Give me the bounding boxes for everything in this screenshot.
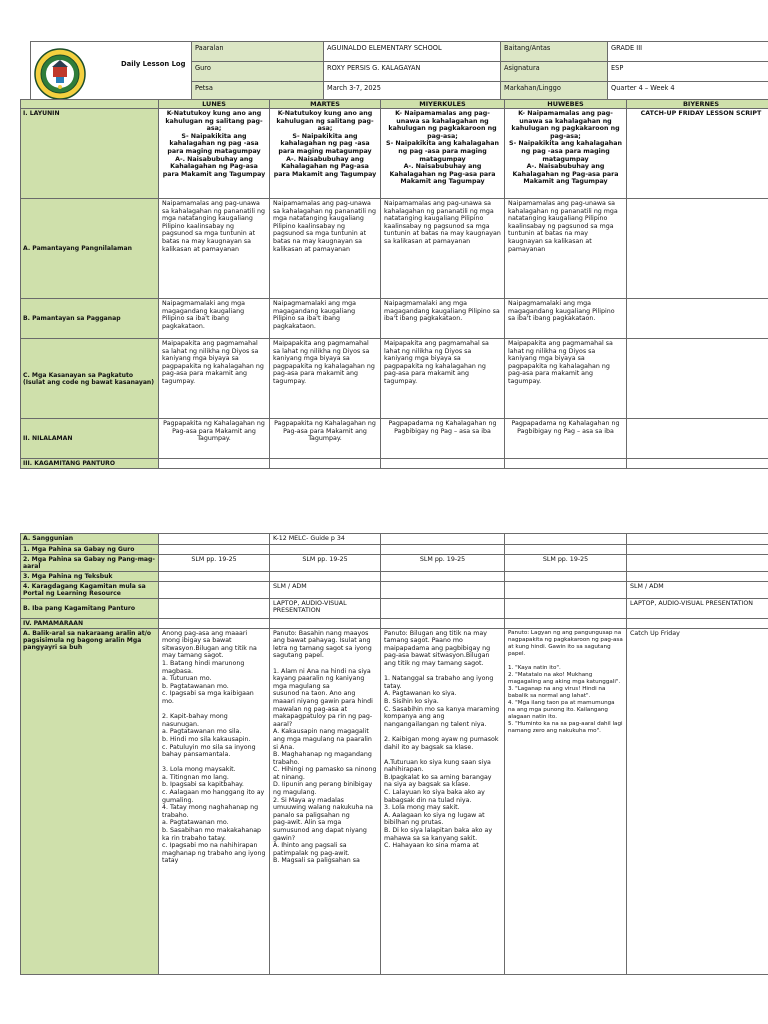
- sanggunian-cell: K-12 MELC- Guide p 34: [270, 534, 381, 545]
- gabay-mag-aaral-cell: SLM pp. 19-25: [381, 554, 505, 571]
- day-header: BIYERNES: [627, 100, 768, 109]
- empty-cell: [627, 618, 768, 628]
- guro-value: ROXY PERSIS G. KALAGAYAN: [324, 62, 501, 82]
- pagganap-cell: Naipagmamalaki ang mga magagandang kaugaliang Pilipino sa iba't ibang pagkakataon.: [505, 299, 627, 339]
- sanggunian-cell: [505, 534, 627, 545]
- iba-cell: LAPTOP, AUDIO-VISUAL PRESENTATION: [270, 598, 381, 618]
- empty-cell: [627, 459, 768, 469]
- markahan-value: Quarter 4 – Week 4: [608, 82, 768, 102]
- teksbuk-label: 3. Mga Pahina ng Teksbuk: [21, 571, 159, 581]
- pagganap-label: B. Pamantayan sa Pagganap: [21, 299, 159, 339]
- days-header-row: [21, 100, 768, 109]
- sanggunian-cell: [381, 534, 505, 545]
- pagganap-cell: Naipagmamalaki ang mga magagandang kaugaliang Pilipino sa iba't ibang pagkakataon.: [159, 299, 270, 339]
- karagdagan-cell: [159, 581, 270, 598]
- petsa-value: March 3-7, 2025: [324, 82, 501, 102]
- sanggunian-row: [21, 534, 768, 545]
- iba-label: B. Iba pang Kagamitang Panturo: [21, 598, 159, 618]
- baitang-label: Baitang/Antas: [501, 42, 608, 62]
- empty-cell: [159, 459, 270, 469]
- empty-cell: [505, 618, 627, 628]
- guro-label: Guro: [192, 62, 324, 82]
- gabay-guro-row: [21, 544, 768, 554]
- header-table: [30, 41, 768, 102]
- teksbuk-cell: [381, 571, 505, 581]
- balik-aral-cell: Panuto: Basahin nang maayos ang bawat pahayag. Isulat ang letra ng tamang sagot sa iyong sagutang papel. 1. Alam ni Ana na hindi na siya kayang paaralin ng kaniyang mga magulang sa susunod na taon. Ano ang maaari niyang gawin para hindi mawalan ng pag-asa at makapagpatuloy pa rin ng pag-aaral? A. Kakausapin nang magagalit ang mga magulang na paaralin si Ana. B. Maghahanap ng magandang trabaho. C. Hihingi ng pamasko sa ninong at ninang. D. Iipunin ang perang binibigay ng magulang. 2. Si Maya ay madalas umuuwing walang nakukuha na panalo sa paligsahan ng pag-awit. Alin sa mga sumusunod ang dapat niyang gawin? A. Ihinto ang pagsali sa patimpalak ng pag-awit. B. Magsali sa paligsahan sa: [270, 628, 381, 974]
- karagdagan-label: 4. Karagdagang Kagamitan mula sa Portal ng Learning Resource: [21, 581, 159, 598]
- nilalaman-cell: Pagpapadama ng Kahalagahan ng Pagbibigay ng Pag – asa sa iba: [505, 419, 627, 459]
- empty-cell: [159, 618, 270, 628]
- pamantayang-cell: Naipamamalas ang pag-unawa sa kahalagahan ng pananatili ng mga natatanging kaugaliang Pilipino kaalinsabay ng pagsunod sa mga tuntunin at batas na may kaugnayan sa kalikasan at pamayanan: [270, 199, 381, 299]
- kagamitan-label: III. KAGAMITANG PANTURO: [21, 459, 159, 469]
- balik-aral-cell: Panuto: Bilugan ang titik na may tamang sagot. Paano mo maipapadama ang pagbibigay ng pag-asa bawat sitwasyon.Bilugan ang titik ng may tamang sagot. 1. Natanggal sa trabaho ang iyong tatay. A. Pagtawanan ko siya. B. Sisihin ko siya. C. Sasabihin mo sa kanya maraming kompanya ang ang nangangailangan ng talent niya. 2. Kaibigan mong ayaw ng pumasok dahil ito ay bagsak sa klase. A.Tuturuan ko siya kung saan siya nahihirapan. B.Ipagkalat ko sa aming barangay na siya ay bagsak sa klase. C. Lalayuan ko siya baka ako ay babagsak din na tulad niya. 3. Lola mong may sakit. A. Aalagaan ko siya ng lugaw at bibilhan ng prutas. B. Di ko siya lalapitan baka ako ay mahawa sa sa kanyang sakit. C. Hahayaan ko sina mama at: [381, 628, 505, 974]
- asignatura-label: Asignatura: [501, 62, 608, 82]
- sanggunian-cell: [159, 534, 270, 545]
- school-seal-icon: [34, 48, 86, 100]
- pagganap-row: [21, 299, 768, 339]
- day-header: LUNES: [159, 100, 270, 109]
- gabay-guro-cell: [505, 544, 627, 554]
- gabay-mag-aaral-cell: SLM pp. 19-25: [159, 554, 270, 571]
- karagdagan-cell: SLM / ADM: [270, 581, 381, 598]
- asignatura-value: ESP: [608, 62, 768, 82]
- day-header: MARTES: [270, 100, 381, 109]
- corner-cell: [21, 100, 159, 109]
- balik-aral-label: A. Balik-aral sa nakaraang aralin at/o pagsisimula ng bagong aralin Mga pangyayri sa buh: [21, 628, 159, 974]
- karagdagan-row: [21, 581, 768, 598]
- balik-aral-cell: Anong pag-asa ang maaari mong ibigay sa bawat sitwasyon.Bilugan ang titik na may tamang sagot. 1. Batang hindi marunong magbasa. a. Tuturuan mo. b. Pagtatawanan mo. c. Ipagsabi sa mga kaibigaan mo. 2. Kapit-bahay mong nasunugan. a. Pagtatawanan mo sila. b. Hindi mo sila kakausapin. c. Patuluyin mo sila sa inyong bahay pansamantala. 3. Lola mong maysakit. a. Titingnan mo lang. b. Ipagsabi sa kapitbahay. c. Aalagaan mo hanggang ito ay gumaling. 4. Tatay mong naghahanap ng trabaho. a. Pagtatawanan mo. b. Sasabihan mo makakahanap ka rin trabaho tatay. c. Ipagsabi mo na nahihirapan maghanap ng trabaho ang iyong tatay: [159, 628, 270, 974]
- kagamitan-row: [21, 459, 768, 469]
- layunin-cell: K- Naipamamalas ang pag-unawa sa kahalagahan ng kahulugan ng pagkakaroon ng pag-asa; S- Naipakikita ang kahalagahan ng pag -asa para maging matagumpay A-. Naisabubuhay ang Kahalagahan ng Pag-asa para Makamit ang Tagumpay: [381, 109, 505, 199]
- kasanayan-row: [21, 339, 768, 419]
- pagganap-cell: [627, 299, 768, 339]
- iba-cell: [505, 598, 627, 618]
- iba-cell: [159, 598, 270, 618]
- kasanayan-cell: [627, 339, 768, 419]
- kasanayan-cell: Maipapakita ang pagmamahal sa lahat ng nilikha ng Diyos sa kaniyang mga biyaya sa pagpapakita ng kahalagahan ng pag-asa para makamit ang tagumpay.: [505, 339, 627, 419]
- layunin-cell: K- Naipamamalas ang pag-unawa sa kahalagahan ng kahulugan ng pagkakaroon ng pag-asa; S- Naipakikita ang kahalagahan ng pag -asa para maging matagumpay A-. Naisabubuhay ang Kahalagahan ng Pag-asa para Makamit ang Tagumpay: [505, 109, 627, 199]
- empty-cell: [381, 618, 505, 628]
- sanggunian-cell: [627, 534, 768, 545]
- logo-cell: [31, 42, 192, 102]
- pamantayang-label: A. Pamantayang Pangnilalaman: [21, 199, 159, 299]
- sanggunian-label: A. Sanggunian: [21, 534, 159, 545]
- gabay-guro-cell: [381, 544, 505, 554]
- karagdagan-cell: [381, 581, 505, 598]
- gabay-guro-cell: [270, 544, 381, 554]
- teksbuk-cell: [627, 571, 768, 581]
- day-header: MIYERKULES: [381, 100, 505, 109]
- layunin-cell: CATCH-UP FRIDAY LESSON SCRIPT: [627, 109, 768, 199]
- layunin-cell: K-Natutukoy kung ano ang kahulugan ng salitang pag-asa; S- Naipakikita ang kahalagahan ng pag -asa para maging matagumpay A-. Naisabubuhay ang Kahalagahan ng Pag-asa para Makamit ang Tagumpay: [270, 109, 381, 199]
- pagganap-cell: Naipagmamalaki ang mga magagandang kaugaliang Pilipino sa iba't ibang pagkakataon.: [381, 299, 505, 339]
- iba-cell: [381, 598, 505, 618]
- pamantayang-cell: Naipamamalas ang pag-unawa sa kahalagahan ng pananatili ng mga natatanging kaugaliang Pilipino kaalinsabay ng pagsunod sa mga tuntunin at batas na may kaugnayan sa kalikasan at pamayanan: [381, 199, 505, 299]
- pamantayang-cell: Naipamamalas ang pag-unawa sa kahalagahan ng pananatili ng mga natatanging kaugaliang Pilipino kaalinsabay ng pagsunod sa mga tuntunin at batas na may kaugnayan sa kalikasan at pamayanan: [159, 199, 270, 299]
- pamantayang-cell: [627, 199, 768, 299]
- empty-cell: [270, 618, 381, 628]
- empty-cell: [505, 459, 627, 469]
- pamantayang-cell: Naipamamalas ang pag-unawa sa kahalagahan ng pananatili ng mga natatanging kaugaliang Pilipino kaalinsabay ng pagsunod sa mga tuntunin at batas na may kaugnayan sa kalikasan at pamayanan: [505, 199, 627, 299]
- kasanayan-cell: Maipapakita ang pagmamahal sa lahat ng nilikha ng Diyos sa kaniyang mga biyaya sa pagpapakita ng kahalagahan ng pag-asa para makamit ang tagumpay.: [159, 339, 270, 419]
- pamamaraan-label: IV. PAMAMARAAN: [21, 618, 159, 628]
- gabay-guro-label: 1. Mga Pahina sa Gabay ng Guro: [21, 544, 159, 554]
- layunin-row: [21, 109, 768, 199]
- baitang-value: GRADE III: [608, 42, 768, 62]
- gabay-mag-aaral-row: [21, 554, 768, 571]
- gabay-mag-aaral-label: 2. Mga Pahina sa Gabay ng Pang-mag-aaral: [21, 554, 159, 571]
- balik-aral-cell: Panuto: Lagyan ng ang pangungusap na nagpapakita ng pagkakaroon ng pag-asa at kung hindi. Gawin ito sa sagutang papel. 1. "Kaya natin ito". 2. "Matatalo na ako! Mukhang magagaling ang aking mga katunggali". 3. "Laganap na ang virus! Hindi na babalik sa normal ang lahat". 4. "Mga ilang taon pa at mamumunga na ang mga punong ito. Kailangang alagaan natin ito. 5. "Huminto ka na sa pag-aaral dahil lagi namang zero ang nakukuha mo".: [505, 628, 627, 974]
- teksbuk-row: [21, 571, 768, 581]
- empty-cell: [381, 459, 505, 469]
- iba-row: [21, 598, 768, 618]
- pamamaraan-row: [21, 618, 768, 628]
- gabay-guro-cell: [627, 544, 768, 554]
- balik-aral-row: [21, 628, 768, 974]
- kasanayan-cell: Maipapakita ang pagmamahal sa lahat ng nilikha ng Diyos sa kaniyang mga biyaya sa pagpapakita ng kahalagahan ng pag-asa para makamit ang tagumpay.: [381, 339, 505, 419]
- paaralan-value: AGUINALDO ELEMENTARY SCHOOL: [324, 42, 501, 62]
- karagdagan-cell: [505, 581, 627, 598]
- nilalaman-cell: Pagpapakita ng Kahalagahan ng Pag-asa para Makamit ang Tagumpay.: [159, 419, 270, 459]
- teksbuk-cell: [159, 571, 270, 581]
- kasanayan-label: C. Mga Kasanayan sa Pagkatuto (Isulat ang code ng bawat kasanayan): [21, 339, 159, 419]
- nilalaman-row: [21, 419, 768, 459]
- gabay-mag-aaral-cell: SLM pp. 19-25: [505, 554, 627, 571]
- balik-aral-cell: Catch Up Friday: [627, 628, 768, 974]
- day-header: HUWEBES: [505, 100, 627, 109]
- gabay-guro-cell: [159, 544, 270, 554]
- kasanayan-cell: Maipapakita ang pagmamahal sa lahat ng nilikha ng Diyos sa kaniyang mga biyaya sa pagpapakita ng kahalagahan ng pag-asa para makamit ang tagumpay.: [270, 339, 381, 419]
- lesson-table-part2: [20, 533, 768, 975]
- nilalaman-cell: Pagpapakita ng Kahalagahan ng Pag-asa para Makamit ang Tagumpay.: [270, 419, 381, 459]
- pamantayang-row: [21, 199, 768, 299]
- document-title: Daily Lesson Log: [121, 60, 186, 68]
- lesson-table-part1: [20, 99, 768, 469]
- teksbuk-cell: [270, 571, 381, 581]
- nilalaman-cell: [627, 419, 768, 459]
- empty-cell: [270, 459, 381, 469]
- gabay-mag-aaral-cell: [627, 554, 768, 571]
- nilalaman-cell: Pagpapadama ng Kahalagahan ng Pagbibigay ng Pag – asa sa iba: [381, 419, 505, 459]
- layunin-cell: K-Natutukoy kung ano ang kahulugan ng salitang pag-asa; S- Naipakikita ang kahalagahan ng pag -asa para maging matagumpay A-. Naisabubuhay ang Kahalagahan ng Pag-asa para Makamit ang Tagumpay: [159, 109, 270, 199]
- nilalaman-label: II. NILALAMAN: [21, 419, 159, 459]
- gabay-mag-aaral-cell: SLM pp. 19-25: [270, 554, 381, 571]
- paaralan-label: Paaralan: [192, 42, 324, 62]
- petsa-label: Petsa: [192, 82, 324, 102]
- karagdagan-cell: SLM / ADM: [627, 581, 768, 598]
- pagganap-cell: Naipagmamalaki ang mga magagandang kaugaliang Pilipino sa iba't ibang pagkakataon.: [270, 299, 381, 339]
- teksbuk-cell: [505, 571, 627, 581]
- iba-cell: LAPTOP, AUDIO-VISUAL PRESENTATION: [627, 598, 768, 618]
- markahan-label: Markahan/Linggo: [501, 82, 608, 102]
- layunin-label: I. LAYUNIN: [21, 109, 159, 199]
